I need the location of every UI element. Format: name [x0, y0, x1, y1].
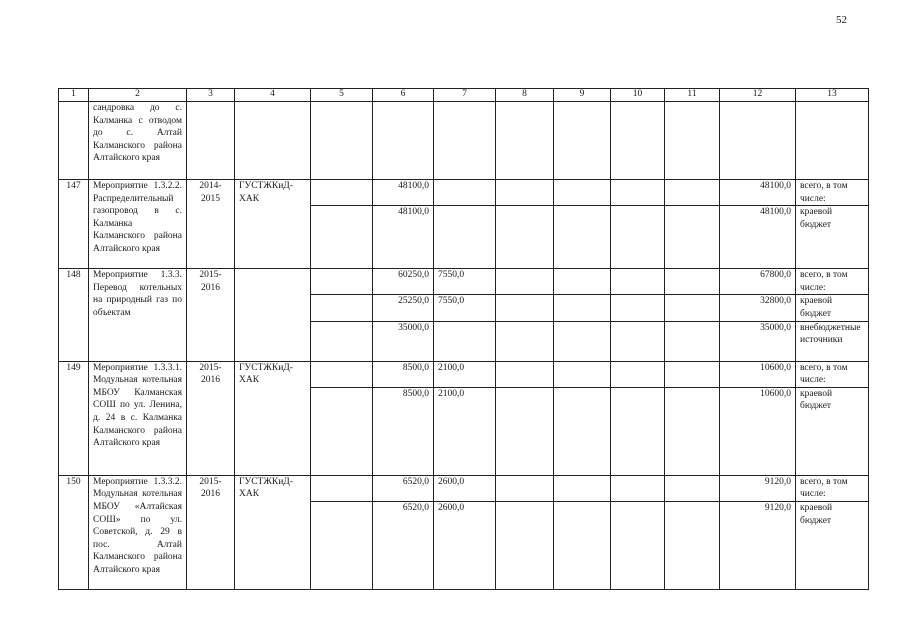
cell-no: 148 — [59, 269, 89, 361]
cell-description: Мероприятие 1.3.3. Перевод котельных на природный газ по объектам — [89, 269, 187, 361]
column-header: 6 — [373, 89, 434, 102]
cell-c10 — [611, 475, 665, 501]
cell-c9 — [554, 269, 611, 295]
cell-c7 — [434, 180, 496, 206]
cell-description: Мероприятие 1.3.3.2. Модульная котельная МБОУ «Алтайская СОШ» по ул. Советской, д. 29 в пос. Алтай Калманского района Алтайского края — [89, 475, 187, 589]
cell-c5 — [311, 206, 373, 269]
cell-c7: 2600,0 — [434, 475, 496, 501]
cell-description: Мероприятие 1.3.3.1. Модульная котельная МБОУ Калманская СОШ по ул. Ленина, д. 24 в с. Калманка Калманского района Алтайского края — [89, 361, 187, 475]
column-header: 5 — [311, 89, 373, 102]
cell-c9 — [554, 295, 611, 321]
cell-no — [59, 102, 89, 180]
cell-c9 — [554, 361, 611, 387]
cell-c12: 67800,0 — [720, 269, 796, 295]
cell-c11 — [665, 180, 720, 206]
cell-c6: 60250,0 — [373, 269, 434, 295]
page-number: 52 — [836, 14, 847, 26]
cell-c10 — [611, 269, 665, 295]
cell-c11 — [665, 475, 720, 501]
cell-c12: 10600,0 — [720, 361, 796, 387]
cell-c6: 6520,0 — [373, 475, 434, 501]
cell-years: 2015-2016 — [187, 475, 235, 589]
cell-c5 — [311, 269, 373, 295]
column-header: 7 — [434, 89, 496, 102]
cell-c7: 7550,0 — [434, 269, 496, 295]
header-row — [59, 89, 869, 102]
cell-c13: всего, в том числе: — [796, 269, 869, 295]
cell-c10 — [611, 501, 665, 589]
cell-c13: краевой бюджет — [796, 295, 869, 321]
cell-c7: 2100,0 — [434, 361, 496, 387]
column-header: 3 — [187, 89, 235, 102]
cell-c12: 48100,0 — [720, 206, 796, 269]
cell-c10 — [611, 295, 665, 321]
cell-c5 — [311, 387, 373, 475]
column-header: 4 — [235, 89, 311, 102]
cell-c13: краевой бюджет — [796, 501, 869, 589]
cell-c8 — [496, 501, 554, 589]
column-header: 11 — [665, 89, 720, 102]
cell-no: 147 — [59, 180, 89, 269]
cell-c10 — [611, 361, 665, 387]
cell-years — [187, 102, 235, 180]
cell-c5 — [311, 501, 373, 589]
cell-c10 — [611, 180, 665, 206]
cell-c8 — [496, 295, 554, 321]
cell-c11 — [665, 501, 720, 589]
column-header: 9 — [554, 89, 611, 102]
cell-years: 2014-2015 — [187, 180, 235, 269]
cell-c7 — [434, 206, 496, 269]
cell-c7 — [434, 321, 496, 361]
cell-c6: 8500,0 — [373, 387, 434, 475]
cell-c11 — [665, 269, 720, 295]
cell-no: 149 — [59, 361, 89, 475]
cell-c13: всего, в том числе: — [796, 180, 869, 206]
cell-c6: 35000,0 — [373, 321, 434, 361]
table-row — [59, 269, 869, 295]
column-header: 8 — [496, 89, 554, 102]
cell-executor: ГУСТЖКиД-ХАК — [235, 361, 311, 475]
column-header: 10 — [611, 89, 665, 102]
cell-c6: 48100,0 — [373, 180, 434, 206]
cell-description: сандровка до с. Калманка с отводом до с. Алтай Калманского района Алтайского края — [89, 102, 187, 180]
cell-no: 150 — [59, 475, 89, 589]
cell-c12: 35000,0 — [720, 321, 796, 361]
cell-c10 — [611, 206, 665, 269]
cell-c11 — [665, 387, 720, 475]
cell-c11 — [665, 321, 720, 361]
cell-c10 — [611, 387, 665, 475]
cell-c8 — [496, 321, 554, 361]
cell-c8 — [496, 180, 554, 206]
cell-c12: 48100,0 — [720, 180, 796, 206]
column-header: 12 — [720, 89, 796, 102]
cell-years: 2015-2016 — [187, 269, 235, 361]
cell-c6: 25250,0 — [373, 295, 434, 321]
cell-c11 — [665, 295, 720, 321]
cell-c13: всего, в том числе: — [796, 361, 869, 387]
cell-c5 — [311, 475, 373, 501]
cell-c5 — [311, 361, 373, 387]
cell-c9 — [554, 387, 611, 475]
continuation-row — [59, 102, 869, 180]
cell-c13: краевой бюджет — [796, 387, 869, 475]
cell-executor — [235, 269, 311, 361]
cell-c11 — [665, 361, 720, 387]
cell-c7: 2100,0 — [434, 387, 496, 475]
cell-c8 — [496, 361, 554, 387]
cell-c6: 6520,0 — [373, 501, 434, 589]
table-row — [59, 475, 869, 501]
table-row — [59, 361, 869, 387]
cell-years: 2015-2016 — [187, 361, 235, 475]
cell-c6: 48100,0 — [373, 206, 434, 269]
cell-c9 — [554, 501, 611, 589]
cell-c8 — [496, 269, 554, 295]
cell-c9 — [554, 206, 611, 269]
cell-c11 — [665, 206, 720, 269]
cell-c10 — [611, 321, 665, 361]
cell-c8 — [496, 475, 554, 501]
cell-c12: 10600,0 — [720, 387, 796, 475]
column-header: 1 — [59, 89, 89, 102]
cell-c9 — [554, 475, 611, 501]
cell-c13: внебюджетные источники — [796, 321, 869, 361]
table-row — [59, 180, 869, 206]
column-header: 13 — [796, 89, 869, 102]
cell-c9 — [554, 180, 611, 206]
cell-executor: ГУСТЖКиД-ХАК — [235, 475, 311, 589]
cell-c6: 8500,0 — [373, 361, 434, 387]
cell-c5 — [311, 180, 373, 206]
cell-c13: краевой бюджет — [796, 206, 869, 269]
cell-c8 — [496, 206, 554, 269]
budget-table — [58, 88, 869, 590]
cell-description: Мероприятие 1.3.2.2. Распределительный газопровод в с. Калманка Калманского района Алтайского края — [89, 180, 187, 269]
cell-c13: всего, в том числе: — [796, 475, 869, 501]
cell-c12: 9120,0 — [720, 475, 796, 501]
cell-c7: 7550,0 — [434, 295, 496, 321]
cell-executor — [235, 102, 311, 180]
cell-c12: 32800,0 — [720, 295, 796, 321]
column-header: 2 — [89, 89, 187, 102]
cell-c5 — [311, 295, 373, 321]
cell-c7: 2600,0 — [434, 501, 496, 589]
cell-c12: 9120,0 — [720, 501, 796, 589]
cell-c9 — [554, 321, 611, 361]
cell-executor: ГУСТЖКиД-ХАК — [235, 180, 311, 269]
cell-c8 — [496, 387, 554, 475]
cell-c5 — [311, 321, 373, 361]
